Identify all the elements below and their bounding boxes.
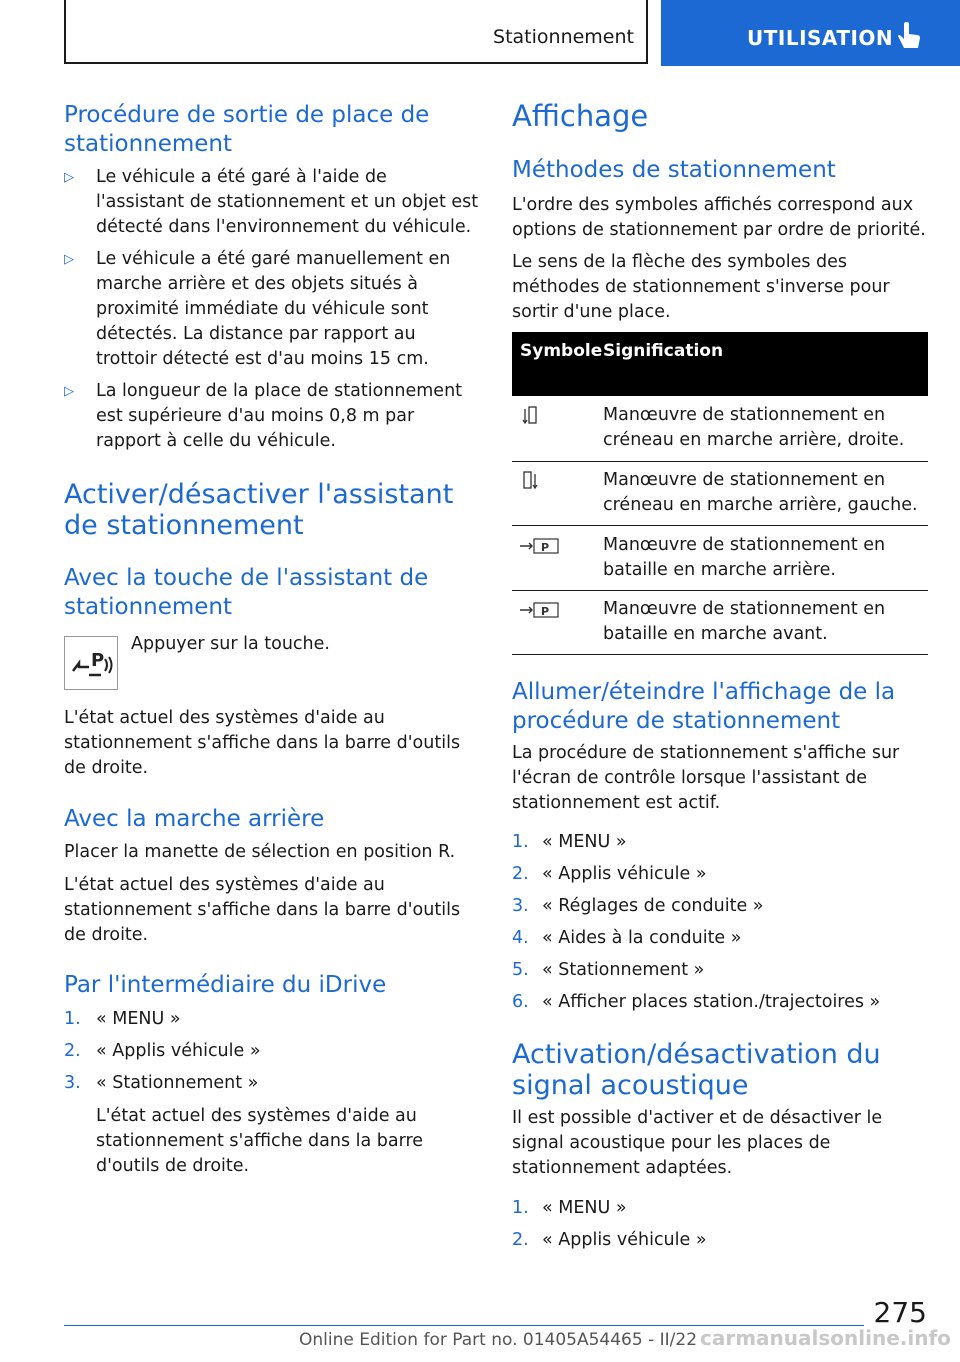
- parallel-reverse-left-icon: [520, 470, 540, 492]
- bay-reverse-icon: [518, 536, 560, 556]
- column-header-symbol: Symbole: [520, 341, 603, 361]
- header-section-tab: [64, 0, 648, 64]
- table-row-meaning: Manœuvre de stationnement en bataille en marche avant.: [603, 599, 886, 644]
- methods-table-header: [512, 332, 928, 396]
- step-number: 6.: [512, 992, 529, 1012]
- status-text-button: L'état actuel des systèmes d'aide au stationnement s'affiche dans la barre d'outils de droite.: [64, 708, 461, 778]
- step-number: 2.: [512, 1230, 529, 1250]
- step-number: 2.: [64, 1041, 81, 1061]
- display-step-3: « Réglages de conduite »: [542, 896, 764, 916]
- button-method-subheading: Avec la touche de l'assistant de stationnement: [64, 565, 429, 620]
- methods-paragraph-1: L'ordre des symboles affichés correspond aux options de stationnement par ordre de priorité.: [512, 195, 926, 240]
- header-chapter-title: UTILISATION: [747, 26, 894, 50]
- page-number: 275: [873, 1296, 927, 1329]
- svg-text:P: P: [541, 541, 550, 554]
- status-text-reverse: L'état actuel des systèmes d'aide au stationnement s'affiche dans la barre d'outils de droite.: [64, 875, 461, 945]
- step-number: 1.: [512, 832, 529, 852]
- table-row-meaning: Manœuvre de stationnement en créneau en marche arrière, droite.: [603, 405, 905, 450]
- idrive-result-text: L'état actuel des systèmes d'aide au stationnement s'affiche dans la barre d'outils de droite.: [96, 1106, 424, 1176]
- table-bottom-rule: [512, 654, 928, 655]
- svg-text:P: P: [91, 650, 105, 671]
- signal-heading: Activation/désactivation du signal acoustique: [512, 1039, 881, 1101]
- table-row-meaning: Manœuvre de stationnement en créneau en marche arrière, gauche.: [603, 470, 918, 515]
- step-number: 4.: [512, 928, 529, 948]
- display-step-4: « Aides à la conduite »: [542, 928, 742, 948]
- step-number: 3.: [64, 1073, 81, 1093]
- display-onoff-subheading: Allumer/éteindre l'affichage de la procédure de stationnement: [512, 679, 896, 734]
- column-header-meaning: Signification: [603, 341, 724, 361]
- header-chapter-tab: [661, 0, 960, 66]
- step-number: 5.: [512, 960, 529, 980]
- activate-assistant-heading: Activer/désactiver l'assistant de stationnement: [64, 479, 454, 541]
- parallel-reverse-right-icon: [520, 405, 540, 427]
- methods-subheading: Méthodes de stationnement: [512, 157, 836, 183]
- idrive-step-3: « Stationnement »: [96, 1073, 259, 1093]
- park-assist-button-icon: [64, 636, 118, 690]
- methods-paragraph-2: Le sens de la flèche des symboles des méthodes de stationnement s'inverse pour sortir d'une place.: [512, 252, 890, 322]
- signal-text: Il est possible d'activer et de désactiver le signal acoustique pour les places de stationnement adaptées.: [512, 1108, 883, 1178]
- display-step-5: « Stationnement »: [542, 960, 705, 980]
- press-button-text: Appuyer sur la touche.: [131, 634, 330, 654]
- header-section-title: Stationnement: [493, 26, 634, 48]
- bay-forward-icon: [518, 600, 560, 620]
- hand-pointer-icon: [896, 22, 922, 52]
- reverse-gear-text: Placer la manette de sélection en position R.: [64, 842, 456, 862]
- exit-procedure-heading: Procédure de sortie de place de stationnement: [64, 102, 430, 157]
- idrive-subheading: Par l'intermédiaire du iDrive: [64, 972, 387, 998]
- exit-condition-2: Le véhicule a été garé manuellement en marche arrière et des objets situés à proximité immédiate du véhicule sont détectés. La distance par rapport au trottoir détecté est d'au moins 15 cm.: [96, 249, 451, 369]
- bullet-triangle-icon: ▷: [64, 384, 74, 399]
- step-number: 2.: [512, 864, 529, 884]
- table-row-divider: [512, 590, 928, 591]
- display-step-2: « Applis véhicule »: [542, 864, 707, 884]
- idrive-step-2: « Applis véhicule »: [96, 1041, 261, 1061]
- step-number: 1.: [64, 1009, 81, 1029]
- display-step-6: « Afficher places station./trajectoires »: [542, 992, 881, 1012]
- step-number: 3.: [512, 896, 529, 916]
- table-row-meaning: Manœuvre de stationnement en bataille en marche arrière.: [603, 535, 886, 580]
- table-row-divider: [512, 525, 928, 526]
- bullet-triangle-icon: ▷: [64, 170, 74, 185]
- bullet-triangle-icon: ▷: [64, 252, 74, 267]
- display-heading: Affichage: [512, 99, 649, 133]
- signal-step-1: « MENU »: [542, 1198, 627, 1218]
- display-onoff-text: La procédure de stationnement s'affiche sur l'écran de contrôle lorsque l'assistant de stationnement est actif.: [512, 743, 900, 813]
- reverse-gear-subheading: Avec la marche arrière: [64, 806, 325, 832]
- exit-condition-3: La longueur de la place de stationnement est supérieure d'au moins 0,8 m par rapport à celle du véhicule.: [96, 381, 463, 451]
- display-step-1: « MENU »: [542, 832, 627, 852]
- idrive-step-1: « MENU »: [96, 1009, 181, 1029]
- signal-step-2: « Applis véhicule »: [542, 1230, 707, 1250]
- svg-text:P: P: [541, 605, 550, 618]
- table-row-divider: [512, 461, 928, 462]
- footer-edition-note: Online Edition for Part no. 01405A54465 - II/22: [299, 1330, 698, 1350]
- exit-condition-1: Le véhicule a été garé à l'aide de l'assistant de stationnement et un objet est détecté dans l'environnement du véhicule.: [96, 167, 479, 237]
- step-number: 1.: [512, 1198, 529, 1218]
- watermark: carmanualsonline.info: [700, 1326, 951, 1350]
